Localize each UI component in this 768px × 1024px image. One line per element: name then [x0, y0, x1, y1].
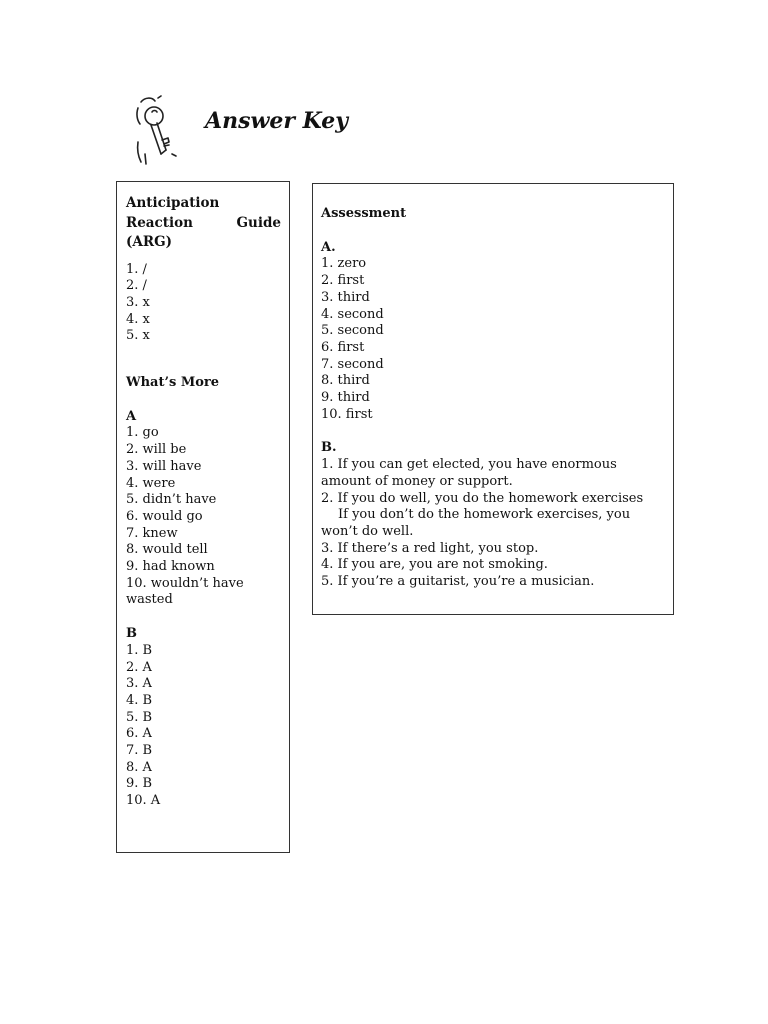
list-item: 1. B — [126, 642, 153, 658]
list-item: 2. first — [321, 273, 365, 289]
list-item: 1. go — [126, 425, 159, 441]
list-item: 4. If you are, you are not smoking. — [321, 557, 548, 573]
list-item: 2. will be — [126, 442, 187, 458]
section-a-label: A — [126, 408, 137, 424]
left-answer-panel — [116, 181, 290, 853]
assessment-heading: Assessment — [321, 206, 407, 221]
list-item: 5. second — [321, 323, 384, 339]
arg-list — [126, 262, 281, 346]
list-item: 2. If you do well, you do the homework exercises — [321, 490, 644, 506]
arg-heading-word-guide: Guide — [236, 214, 281, 231]
list-item: 3. will have — [126, 458, 202, 474]
assessment-section-a-label: A. — [321, 239, 336, 255]
list-item: 4. were — [126, 475, 176, 491]
list-item: 9. had known — [126, 559, 215, 575]
list-item: 3. If there’s a red light, you stop. — [321, 540, 539, 556]
list-item: 4. second — [321, 306, 384, 322]
list-item: 4. B — [126, 692, 153, 708]
list-item: 6. first — [321, 339, 365, 355]
list-item: 10. A — [126, 793, 161, 809]
list-item: 8. A — [126, 759, 152, 775]
list-item: 6. would go — [126, 508, 203, 524]
assessment-section-b-label: B. — [321, 440, 337, 456]
list-item: 2. A — [126, 659, 152, 675]
list-item: If you don’t do the homework exercises, you won’t do well. — [321, 507, 631, 539]
list-item: 1. / — [126, 261, 147, 277]
list-item: 2. / — [126, 278, 147, 294]
list-item: 8. would tell — [126, 542, 208, 558]
assessment-section-a-list — [321, 256, 665, 423]
arg-heading-line-1: Anticipation — [126, 195, 220, 211]
section-b-list — [126, 643, 281, 810]
list-item: 6. A — [126, 726, 152, 742]
arg-heading-word-reaction: Reaction — [126, 214, 193, 231]
list-item: 5. If you’re a guitarist, you’re a musician. — [321, 574, 595, 590]
list-item: 10. wouldn’t have wasted — [126, 575, 244, 608]
section-b-label: B — [126, 626, 137, 642]
list-item: 5. B — [126, 709, 153, 725]
list-item: 7. knew — [126, 525, 178, 541]
arg-heading-line-2 — [126, 214, 281, 234]
whats-more-heading: What’s More — [126, 375, 220, 391]
list-item: 4. x — [126, 311, 150, 327]
arg-heading — [126, 194, 281, 253]
list-item: 1. zero — [321, 256, 367, 272]
list-item: 7. B — [126, 743, 153, 759]
list-item: 3. third — [321, 289, 370, 305]
list-item: 3. A — [126, 676, 152, 692]
key-icon — [128, 94, 180, 166]
list-item: 7. second — [321, 356, 384, 372]
list-item: 8. third — [321, 373, 370, 389]
list-item: 9. B — [126, 776, 153, 792]
list-item: 1. If you can get elected, you have enormous amount of money or support. — [321, 457, 617, 489]
arg-heading-line-3: (ARG) — [126, 234, 172, 250]
section-a-list — [126, 425, 281, 609]
list-item: 5. x — [126, 328, 150, 344]
list-item: 3. x — [126, 294, 150, 310]
list-item: 10. first — [321, 406, 373, 422]
list-item: 9. third — [321, 390, 370, 406]
right-assessment-panel — [312, 183, 674, 615]
list-item: 5. didn’t have — [126, 492, 217, 508]
page-title: Answer Key — [205, 108, 349, 134]
assessment-section-b-list — [321, 457, 665, 591]
